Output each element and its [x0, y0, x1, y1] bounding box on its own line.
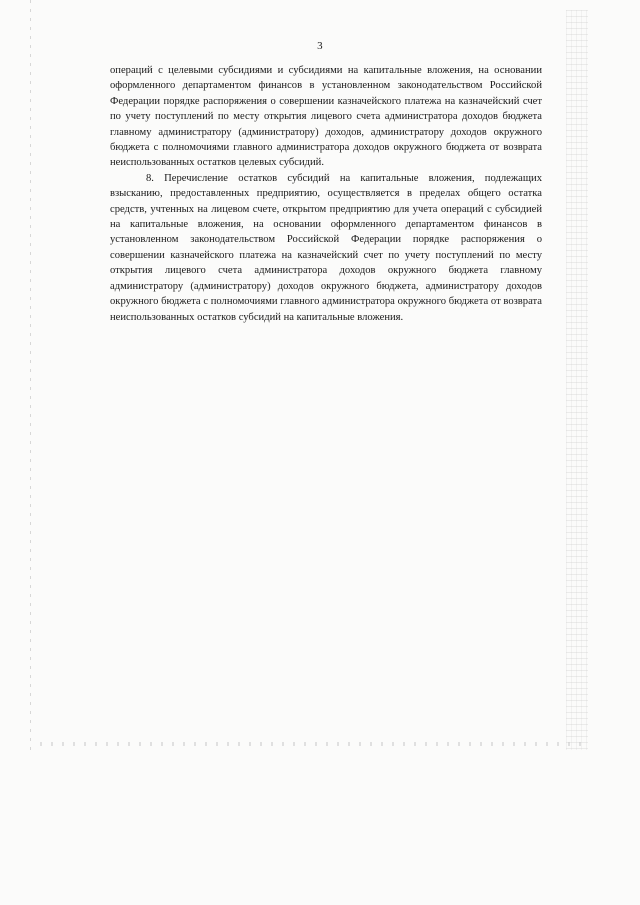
paragraph-item-8: 8. Перечисление остатков субсидий на капитальные вложения, подлежащих взысканию, предоставленных предприятию, осуществляется в пределах общего остатка средств, учтенных на лицевом счете, открытом предприятию для учета операций с субсидией на капитальные вложения, на основании оформленного департаментом финансов в установленном законодательством Российской Федерации порядке распоряжения о совершении казначейского платежа на казначейский счет по учету поступлений по месту открытия лицевого счета администратора доходов окружного бюджета главному администратору (администратору) доходов окружного бюджета, администратору доходов окружного бюджета с полномочиями главного администратора окружного бюджета от возврата неиспользованных остатков субсидий на капитальные вложения.	[110, 172, 542, 323]
paragraph-continuation: операций с целевыми субсидиями и субсидиями на капитальные вложения, на основании оформленного департаментом финансов в установленном законодательством Российской Федерации порядке распоряжения о совершении казначейского платежа на казначейский счет по учету поступлений по месту открытия лицевого счета администратора доходов бюджета главному администратору (администратору) доходов, администратору доходов окружного бюджета с полномочиями главного администратора доходов окружного бюджета от возврата неиспользованных остатков целевых субсидий.	[110, 65, 542, 169]
scan-edge-bottom	[40, 742, 588, 746]
scan-edge-left	[30, 0, 31, 750]
page-number: 3	[317, 40, 323, 52]
document-body	[110, 63, 542, 325]
scan-edge-right	[566, 10, 588, 750]
